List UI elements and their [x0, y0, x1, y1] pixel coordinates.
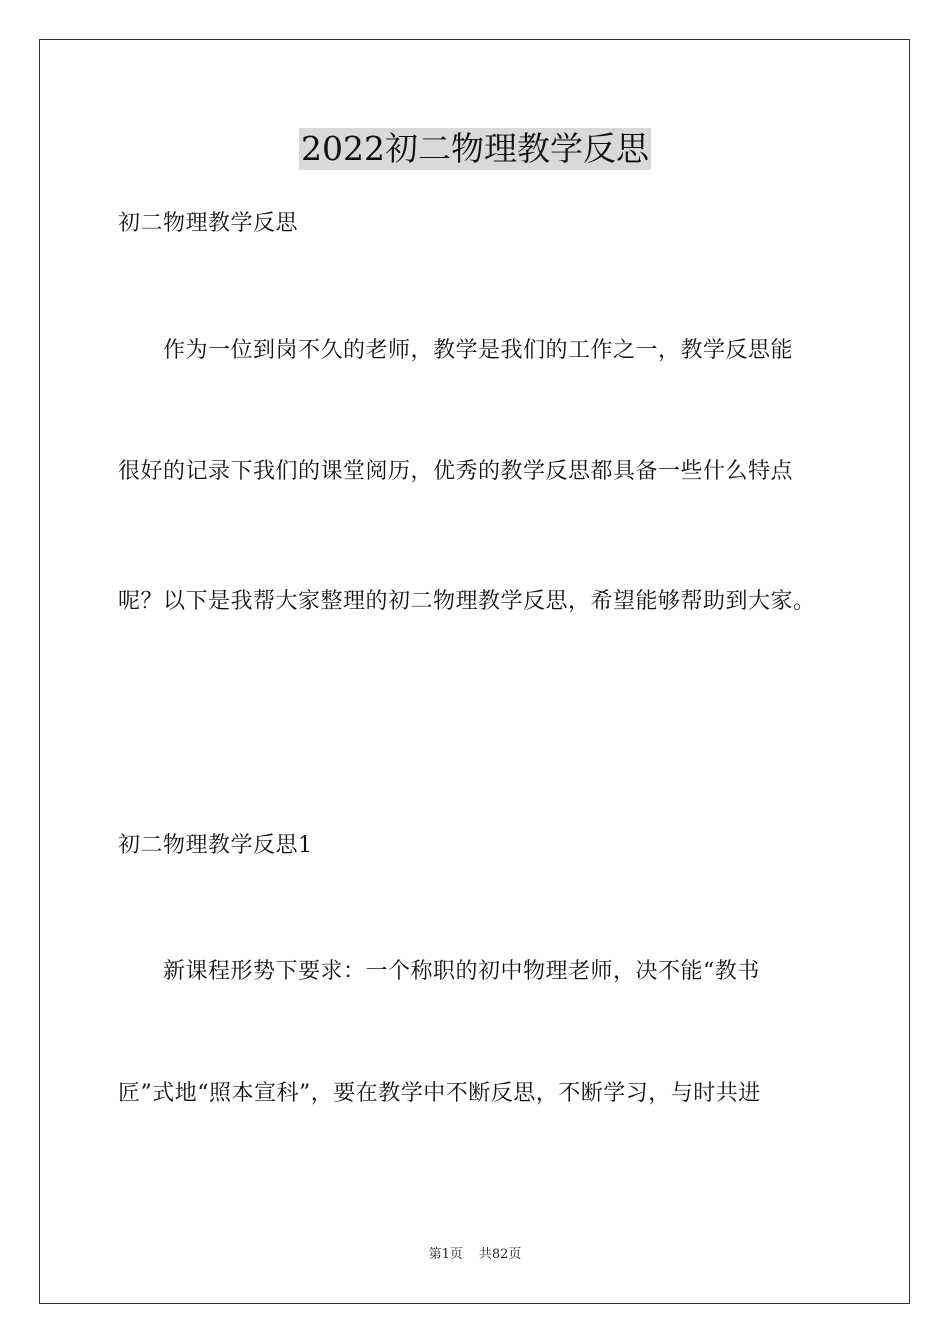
page-number: 第1页 — [428, 1247, 463, 1262]
intro-line-1: 作为一位到岗不久的老师，教学是我们的工作之一，教学反思能 — [163, 338, 794, 363]
page-footer — [0, 1246, 950, 1264]
section-line-1: 新课程形势下要求：一个称职的初中物理老师，决不能“教书 — [163, 959, 760, 984]
intro-line-2: 很好的记录下我们的课堂阅历，优秀的教学反思都具备一些什么特点 — [118, 459, 794, 484]
intro-line-3: 呢？以下是我帮大家整理的初二物理教学反思，希望能够帮助到大家。 — [118, 589, 816, 614]
document-title — [0, 128, 950, 170]
section-line-2: 匠”式地“照本宣科”，要在教学中不断反思，不断学习，与时共进 — [118, 1081, 761, 1106]
page-total: 共82页 — [478, 1247, 522, 1262]
document-title-text: 2022初二物理教学反思 — [301, 129, 649, 168]
document-subtitle: 初二物理教学反思 — [118, 211, 299, 236]
section-heading: 初二物理教学反思1 — [118, 833, 313, 858]
